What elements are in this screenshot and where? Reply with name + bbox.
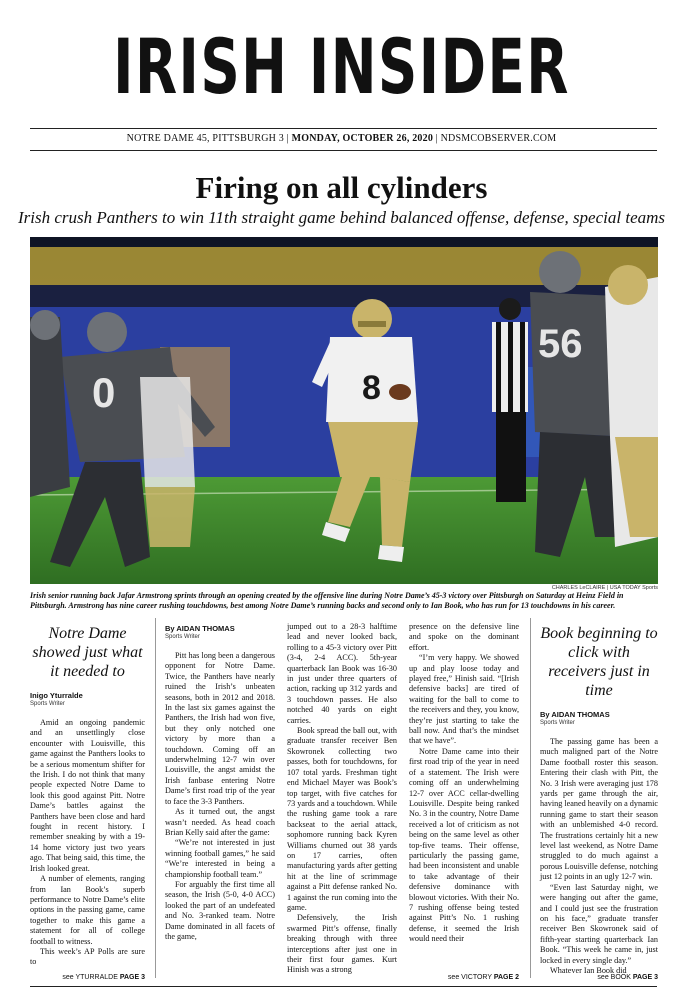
lead-subhead: Irish crush Panthers to win 11th straight game behind balanced offense, defense, special teams — [17, 208, 666, 227]
column-divider — [530, 618, 531, 978]
right-story-role: Sports Writer — [540, 720, 575, 726]
right-story-paragraph: “Even last Saturday night, we were hanging out after the game, and I could just see the frustration on his face,” graduate transfer receiver Ben Skowronek said of fifth-year starting quarterback Ian Book. “This week he came in, just locked in every single day.” — [540, 882, 658, 965]
left-story-author: Inigo Yturralde — [30, 691, 83, 700]
main-story-col2 — [287, 622, 397, 976]
right-story-jump[interactable]: see BOOK PAGE 3 — [597, 974, 658, 981]
jersey-number-right: 56 — [538, 322, 583, 366]
lead-headline: Firing on all cylinders — [195, 170, 488, 205]
dateline-site: NDSMCOBSERVER.COM — [440, 133, 557, 144]
footer-rule — [30, 986, 657, 987]
main-story-col3 — [409, 622, 519, 945]
left-story — [30, 620, 145, 968]
main-story-paragraph: As it turned out, the angst wasn’t needed. As head coach Brian Kelly said after the game: — [165, 807, 275, 837]
right-story — [540, 620, 658, 976]
jersey-number-center: 8 — [362, 369, 381, 407]
main-story-paragraph: Notre Dame came into their first road trip of the year in need of a statement. The Irish were coming off an underwhelming 12-7 over ACC cellar-dwelling Louisville. Despite being ranked No. 3 in the country, Notre Dame received a lot of criticism as not being on the same level as other top-five teams. Their offense, particularly the passing game, had been inconsistent and unable to take advantage of their defensive dominance with blowout victories. With their No. 7 rushing offense being tested against Pitt’s No. 1 rushing defense, it seemed the Irish would need their — [409, 746, 519, 944]
photo-caption: Irish senior running back Jafar Armstrong sprints through an opening created by the offensive line during Notre Dame’s 45-3 victory over Pittsburgh on Saturday at Heinz Field in Pittsburgh. Armstrong has nine career rushing touchdowns, best among Notre Dame’s running backs and second only to Ian Book, who has run for 13 touchdowns in his career. — [30, 591, 624, 610]
dateline-score: NOTRE DAME 45, PITTSBURGH 3 — [126, 133, 285, 144]
main-story-paragraph: presence on the defensive line and spoke on the dominant effort. — [409, 622, 519, 652]
left-story-jump[interactable]: see YTURRALDE PAGE 3 — [62, 974, 145, 981]
right-story-paragraph: Whatever Ian Book did — [550, 965, 627, 975]
dateline-date: MONDAY, OCTOBER 26, 2020 — [291, 133, 434, 144]
dateline-sep: | — [435, 133, 438, 144]
main-story-role: Sports Writer — [165, 634, 200, 640]
left-story-role: Sports Writer — [30, 701, 65, 707]
right-story-author: By AIDAN THOMAS — [540, 710, 610, 719]
main-story-paragraph: Defensively, the Irish swarmed Pitt’s offense, finally breaking through with three interceptions after just one in their first four games. Kurt Hinish was a strong — [287, 913, 397, 975]
photo-credit: CHARLES LeCLAIRE | USA TODAY Sports — [551, 585, 658, 591]
left-story-paragraph: Amid an ongoing pandemic and an unsettlingly close encounter with Louisville, this game against the Panthers looks to be a serious momentum shifter for the Irish. I do not think that many people expected Notre Dame to look this good against Pitt. Notre Dame’s battles against the Panthers have been close and hard fought in recent history. I remember sneaking by with a 19-14 home victory just two years ago. That being said, this time, the Irish looked great. — [30, 718, 145, 873]
masthead-title: IRISH INSIDER — [113, 22, 570, 111]
left-story-headline: Notre Dame showed just what it needed to — [32, 625, 143, 680]
main-story-paragraph: “I’m very happy. We showed up and play loose today and played free,” Hinish said. “[Irish defensive backs] are tired of waiting for the ball to come to the receivers and they, you know, they’re just starting to take the ball now. And that’s the mindset that we have”. — [409, 653, 519, 746]
main-story-paragraph: jumped out to a 28-3 halftime lead and never looked back, rolling to a 45-3 victory over Pitt (3-4, 2-4 ACC). 5th-year quarterback Ian Book was 16-30 in just under three quarters of action, racking up 312 yards and 3 touchdown passes. He also notched 40 yards on eight carries. — [287, 622, 397, 725]
right-story-headline: Book beginning to click with receivers just in time — [540, 625, 658, 699]
referee-figure — [492, 298, 528, 502]
lead-photo — [30, 237, 658, 584]
main-story-paragraph: “We’re not interested in just winning football games,” he said “We’re interested in being a championship football team.” — [165, 838, 275, 879]
right-story-paragraph: The passing game has been a much maligned part of the Notre Dame football roster this season. Entering their clash with Pitt, the No. 3 Irish were averaging just 178 yards per game through the air, having leaned heavily on a dynamic running game to start their season with an unblemished 4-0 record. The frustrations certainly hit a new level last weekend, as Notre Dame struggled to do much against a porous Louisville defense, notching just 12 points in an ugly 12-7 win. — [540, 737, 658, 882]
main-story-col1 — [165, 620, 275, 942]
jersey-number-left: 0 — [92, 369, 116, 416]
dateline-rule — [30, 150, 657, 151]
left-story-paragraph: This week’s AP Polls are sure to — [30, 946, 145, 967]
main-story-paragraph: Book spread the ball out, with graduate transfer receiver Ben Skowronek collecting two passes, both for touchdowns, for 107 total yards. Freshman tight end Michael Mayer was Book’s top target, with five catches for 73 yards and a touchdown. While the rushing game took a rare backseat to the aerial attack, sophomore running back Kyren Williams churned out 38 yards on 17 carries, often manufacturing yards after getting hit at the line of scrimmage against a Pitt defense ranked No. 1 against the run coming into the game. — [287, 726, 397, 912]
football-photo-illustration — [30, 237, 658, 584]
main-story-paragraph: For arguably the first time all season, the Irish (5-0, 4-0 ACC) looked the part of an undefeated and No. 3-ranked team. Notre Dame dominated in all facets of the game, — [165, 879, 275, 941]
dateline-sep: | — [286, 133, 289, 144]
main-story-paragraph: Pitt has long been a dangerous opponent for Notre Dame. Twice, the Panthers have nearly ruined the Irish’s unbeaten seasons, both in 2012 and 2018. In the last six games against the Panthers, the Irish had won five, but they only notched one victory by more than a touchdown. Coming off an underwhelming 12-7 win over Louisville, the angst amidst the Irish fanbase entering Notre Dame’s first road trip of the year to face the 3-3 Panthers. — [165, 651, 275, 806]
masthead-rule — [30, 128, 657, 129]
column-divider — [155, 618, 156, 978]
main-story-author: By AIDAN THOMAS — [165, 624, 235, 633]
left-story-paragraph: A number of elements, ranging from Ian Book’s superb performance to Notre Dame’s elite options in the passing game, came together to make this game a statement for all of college football to witness. — [30, 874, 145, 946]
dateline — [0, 133, 683, 144]
main-story-jump[interactable]: see VICTORY PAGE 2 — [447, 974, 519, 981]
